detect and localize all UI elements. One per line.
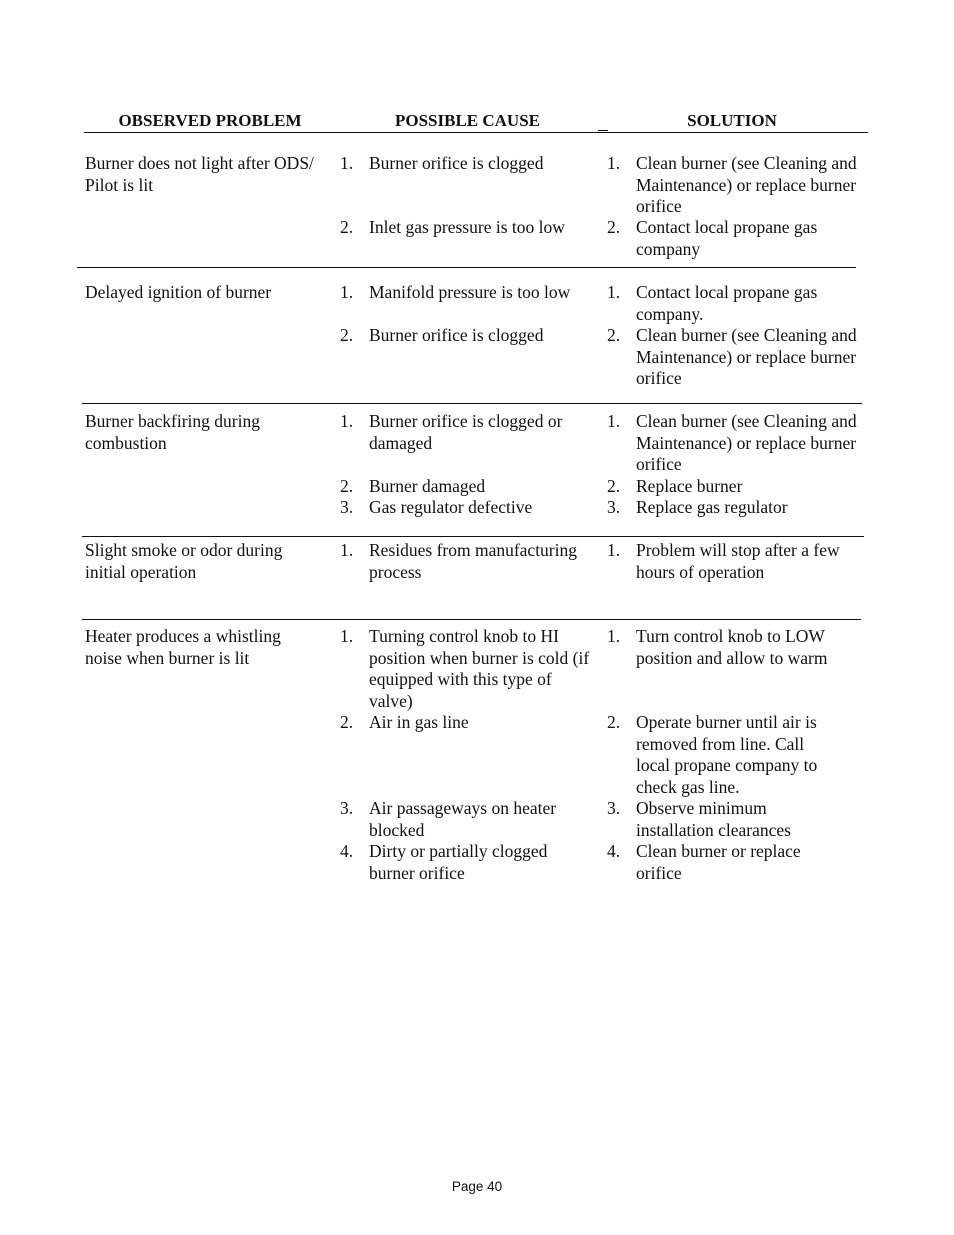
row-3-problem: Burner backfiring during combustion xyxy=(85,411,260,453)
header-rule-tick xyxy=(598,130,608,131)
page-number: Page 40 xyxy=(451,1179,503,1194)
cause-text: Turning control knob to HI position when burner is cold (if equipped with this type of valve) xyxy=(369,626,590,711)
solution-number: 1. xyxy=(607,411,621,431)
cause-number: 3. xyxy=(340,497,354,517)
cause-number: 1. xyxy=(340,282,354,302)
solution-item xyxy=(607,626,857,669)
solution-item xyxy=(607,540,857,583)
solution-number: 3. xyxy=(607,497,621,517)
cause-number: 2. xyxy=(340,217,354,237)
cause-text: Dirty or partially clogged burner orifice xyxy=(369,841,548,883)
row-5-problem: Heater produces a whistling noise when burner is lit xyxy=(85,626,281,668)
cause-number: 1. xyxy=(340,153,354,173)
cause-item xyxy=(340,282,595,304)
solution-number: 1. xyxy=(607,626,621,646)
solution-number: 1. xyxy=(607,540,621,560)
cause-text: Burner orifice is clogged or damaged xyxy=(369,411,563,453)
cause-text: Burner damaged xyxy=(369,476,486,496)
cause-text: Burner orifice is clogged xyxy=(369,325,544,345)
cause-number: 2. xyxy=(340,325,354,345)
solution-text: Replace gas regulator xyxy=(636,497,788,517)
cause-item xyxy=(340,476,595,498)
solution-text: Observe minimum installation clearances xyxy=(636,798,791,840)
header-solution: SOLUTION xyxy=(687,111,777,130)
solution-item xyxy=(607,712,857,798)
solution-number: 2. xyxy=(607,217,621,237)
solution-item xyxy=(607,325,857,390)
solution-item xyxy=(607,841,857,884)
solution-text: Operate burner until air is removed from line. Call local propane company to check gas line. xyxy=(636,712,818,797)
row-1-problem: Burner does not light after ODS/ Pilot is lit xyxy=(85,153,314,195)
solution-text: Turn control knob to LOW position and allow to warm xyxy=(636,626,828,668)
cause-number: 3. xyxy=(340,798,354,818)
solution-number: 2. xyxy=(607,476,621,496)
cause-item xyxy=(340,841,595,884)
solution-text: Replace burner xyxy=(636,476,743,496)
solution-number: 1. xyxy=(607,153,621,173)
solution-text: Clean burner (see Cleaning and Maintenance) or replace burner orifice xyxy=(636,325,857,388)
row-divider xyxy=(82,619,861,620)
cause-item xyxy=(340,712,595,734)
solution-text: Contact local propane gas company. xyxy=(636,282,818,324)
cause-number: 4. xyxy=(340,841,354,861)
row-divider xyxy=(82,536,864,537)
solution-number: 3. xyxy=(607,798,621,818)
row-2-problem: Delayed ignition of burner xyxy=(85,282,272,302)
header-observed-problem: OBSERVED PROBLEM xyxy=(118,111,302,130)
solution-item xyxy=(607,282,857,325)
row-divider xyxy=(77,267,856,268)
cause-item xyxy=(340,411,595,454)
solution-number: 1. xyxy=(607,282,621,302)
cause-item xyxy=(340,153,595,175)
solution-number: 2. xyxy=(607,325,621,345)
cause-item xyxy=(340,325,595,347)
cause-number: 1. xyxy=(340,540,354,560)
cause-item xyxy=(340,626,595,712)
solution-item xyxy=(607,497,857,519)
cause-text: Air in gas line xyxy=(369,712,469,732)
cause-text: Residues from manufacturing process xyxy=(369,540,578,582)
cause-text: Air passageways on heater blocked xyxy=(369,798,557,840)
cause-number: 1. xyxy=(340,411,354,431)
solution-text: Contact local propane gas company xyxy=(636,217,818,259)
solution-number: 2. xyxy=(607,712,621,732)
solution-item xyxy=(607,411,857,476)
row-4-problem: Slight smoke or odor during initial operation xyxy=(85,540,283,582)
header-rule xyxy=(84,132,868,133)
cause-number: 1. xyxy=(340,626,354,646)
solution-item xyxy=(607,476,857,498)
solution-number: 4. xyxy=(607,841,621,861)
solution-text: Clean burner (see Cleaning and Maintenance) or replace burner orifice xyxy=(636,153,857,216)
cause-text: Gas regulator defective xyxy=(369,497,533,517)
cause-item xyxy=(340,798,595,841)
cause-item xyxy=(340,497,595,519)
cause-item xyxy=(340,217,595,239)
cause-text: Inlet gas pressure is too low xyxy=(369,217,565,237)
cause-text: Burner orifice is clogged xyxy=(369,153,544,173)
solution-text: Clean burner (see Cleaning and Maintenance) or replace burner orifice xyxy=(636,411,857,474)
cause-item xyxy=(340,540,595,583)
solution-text: Clean burner or replace orifice xyxy=(636,841,801,883)
cause-number: 2. xyxy=(340,712,354,732)
solution-item xyxy=(607,217,857,260)
row-divider xyxy=(82,403,862,404)
solution-item xyxy=(607,153,857,218)
cause-number: 2. xyxy=(340,476,354,496)
solution-text: Problem will stop after a few hours of operation xyxy=(636,540,840,582)
cause-text: Manifold pressure is too low xyxy=(369,282,571,302)
solution-item xyxy=(607,798,857,841)
header-possible-cause: POSSIBLE CAUSE xyxy=(394,111,541,130)
